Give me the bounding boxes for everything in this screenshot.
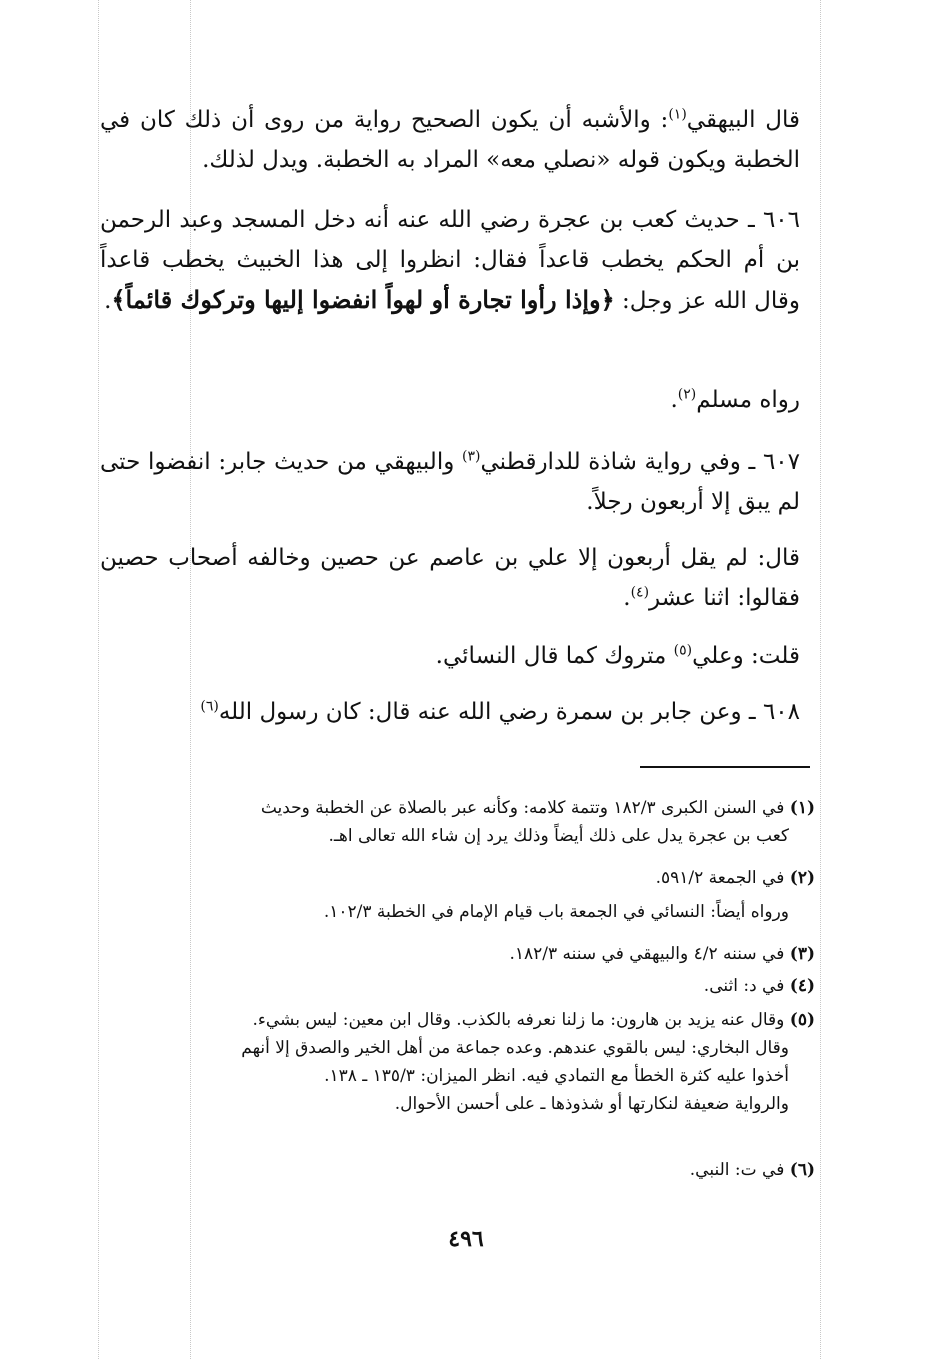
- footnote-ref: (١): [668, 106, 687, 123]
- footnote-number: (٥): [789, 1010, 815, 1030]
- footnote-line: في سننه ٤/٢ والبيهقي في سننه ١٨٢/٣.: [509, 944, 785, 964]
- footnote-ref: (٥): [673, 642, 693, 659]
- margin-dots: [98, 0, 99, 1359]
- footnote-ref: (٣): [462, 448, 481, 465]
- footnote-number: (٤): [789, 976, 815, 996]
- footnote-line: كعب بن عجرة يدل على ذلك أيضاً وذلك يرد إن شاء الله تعالى اهـ.: [328, 826, 789, 846]
- hadith-608: [100, 692, 800, 732]
- paragraph-text: رواه مسلم: [696, 387, 800, 413]
- footnote-5: [110, 1006, 815, 1118]
- footnote-number: (٣): [789, 944, 815, 964]
- paragraph-muslim: [100, 380, 800, 420]
- paragraph-text: والبيهقي من حديث جابر: انفضوا حتى لم يبق إلا أربعون رجلاً.: [100, 449, 800, 515]
- footnote-line: وقال عنه يزيد بن هارون: ما زلنا نعرفه بالكذب. وقال ابن معين: ليس بشيء.: [252, 1010, 785, 1030]
- footnote-number: (١): [789, 798, 815, 818]
- hadith-607: [100, 442, 800, 522]
- footnote-1: [110, 794, 815, 850]
- paragraph-text: ٦٠٦ ـ حديث كعب بن عجرة رضي الله عنه أنه دخل المسجد وعبد الرحمن بن أم الحكم يخطب قاعداً فقال: انظروا إلى هذا الخبيث يخطب قاعداً وقال الله عز وجل:: [100, 207, 800, 314]
- paragraph-text: .: [623, 585, 631, 611]
- paragraph-text: متروك كما قال النسائي.: [435, 643, 674, 669]
- footnote-line: في الجمعة ٥٩١/٢.: [655, 868, 785, 888]
- footnote-ref: (٦): [200, 698, 219, 715]
- paragraph-text: : والأشبه أن يكون الصحيح رواية من روى أن ذلك كان في الخطبة ويكون قوله «نصلي معه» المراد به الخطبة. ويدل لذلك.: [100, 107, 800, 173]
- footnote-line: وقال البخاري: ليس بالقوي عندهم. وعده جماعة من أهل الخير والصدق إلا أنهم: [241, 1038, 789, 1058]
- paragraph-text: .: [104, 288, 112, 314]
- footnote-line: والرواية ضعيفة لنكارتها أو شذوذها ـ على أحسن الأحوال.: [394, 1094, 789, 1114]
- footnote-3: [110, 940, 815, 968]
- margin-dots: [820, 0, 821, 1359]
- page-number: ٤٩٦: [448, 1226, 484, 1252]
- paragraph-qultu: [100, 636, 800, 676]
- paragraph-text: ٦٠٨ ـ وعن جابر بن سمرة رضي الله عنه قال: كان رسول الله: [218, 699, 800, 725]
- footnote-4: [110, 972, 815, 1000]
- footnote-ref: (٢): [677, 386, 697, 403]
- footnote-ref: (٤): [630, 584, 650, 601]
- footnote-line: في السنن الكبرى ١٨٢/٣ وتتمة كلامه: وكأنه عبر بالصلاة عن الخطبة وحديث: [260, 798, 785, 818]
- paragraph-bayhaqi: [100, 100, 800, 180]
- paragraph-text: .: [670, 387, 678, 413]
- footnote-line: أخذوا عليه كثرة الخطأ مع التمادي فيه. انظر الميزان: ١٣٥/٣ ـ ١٣٨.: [324, 1066, 789, 1086]
- footnote-number: (٢): [789, 868, 815, 888]
- paragraph-text: ٦٠٧ ـ وفي رواية شاذة للدارقطني: [480, 449, 800, 475]
- paragraph-text: قلت: وعلي: [692, 643, 800, 669]
- footnote-number: (٦): [789, 1160, 815, 1180]
- paragraph-text: قال: لم يقل أربعون إلا علي بن عاصم عن حصين وخالفه أصحاب حصين فقالوا: اثنا عشر: [100, 545, 800, 611]
- footnote-line: في د: اثنى.: [703, 976, 785, 996]
- footnote-line: ورواه أيضاً: النسائي في الجمعة باب قيام الإمام في الخطبة ١٠٢/٣.: [323, 902, 789, 922]
- footnote-separator: [640, 766, 810, 768]
- paragraph-qala: [100, 538, 800, 618]
- paragraph-text: قال البيهقي: [686, 107, 800, 133]
- footnote-6: [110, 1156, 815, 1184]
- footnote-2: [110, 864, 815, 926]
- quran-quote: ﴿وإذا رأوا تجارة أو لهواً انفضوا إليها وتركوك قائماً﴾: [111, 285, 615, 314]
- footnote-line: في ت: النبي.: [689, 1160, 785, 1180]
- hadith-606: [100, 200, 800, 321]
